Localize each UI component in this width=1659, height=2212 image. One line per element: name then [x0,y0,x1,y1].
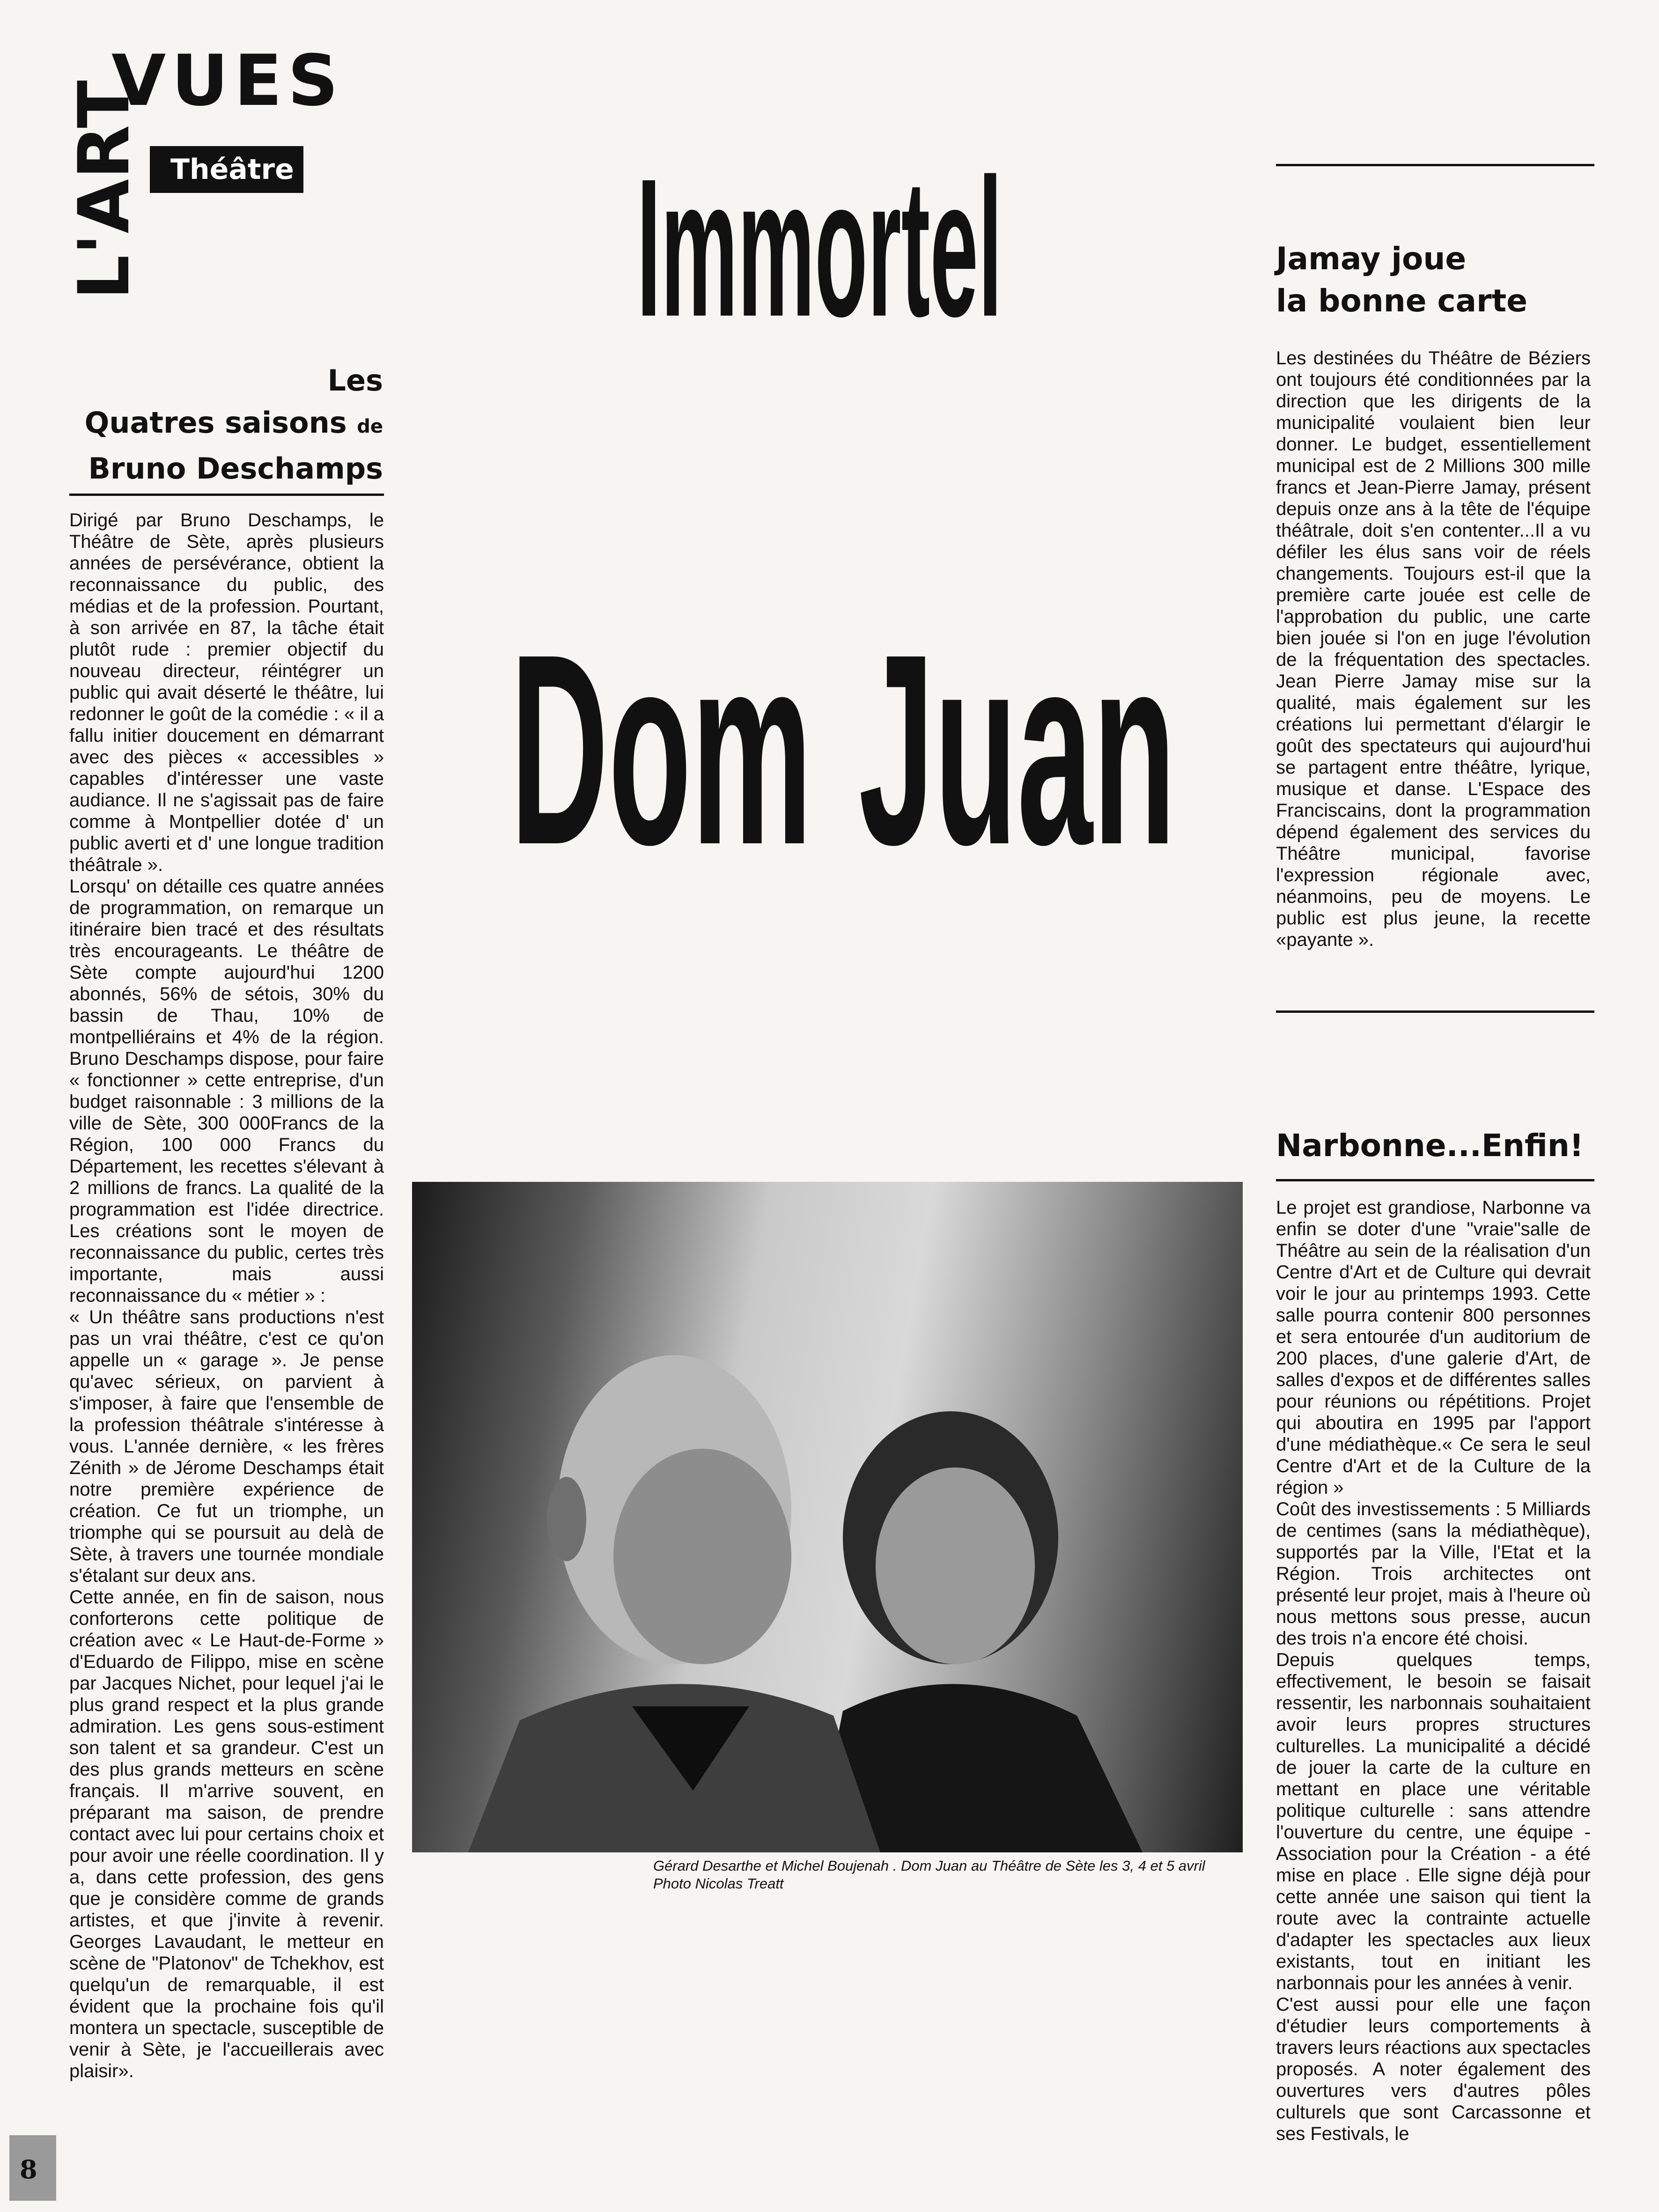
left-article-body: Dirigé par Bruno Deschamps, le Théâtre de Sète, après plusieurs années de persévérance, obtient la reconnaissance du public, des médias et de la profession. Pourtant, à son arrivée en 87, la tâche était plutôt rude : premier objectif du nouveau directeur, réintégrer un public qui avait déserté le théâtre, lui redonner le goût de la comédie : « il a fallu initier doucement en démarrant avec des pièces « accessibles » capables d'intéresser une vaste audiance. Il ne s'agissait pas de faire comme à Montpellier dotée d' un public averti et d' une longue tradition théâtrale ». Lorsqu' on détaille ces quatre années de programmation, on remarque un itinéraire bien tracé et des résultats très encourageants. Le théâtre de Sète compte aujourd'hui 1200 abonnés, 56% de sétois, 30% du bassin de Thau, 10% de montpelliérains et 4% de la région. Bruno Deschamps dispose, pour faire « fonctionner » cette entreprise, d'un budget raisonnable : 3 millions de la ville de Sète, 300 000Francs de la Région, 100 000 Francs du Département, les recettes s'élevant à 2 millions de francs. La qualité de la programmation est l'idée directrice. Les créations sont le moyen de reconnaissance du public, certes très importante, mais aussi reconnaissance du « métier » : « Un théâtre sans productions n'est pas un vrai théâtre, c'est ce qu'on appelle un « garage ». Je pense qu'avec sérieux, on parvient à s'imposer, à faire que l'ensemble de la profession théâtrale s'intéresse à vous. L'année dernière, « les frères Zénith » de Jérome Deschamps était notre première expérience de création. Ce fut un triomphe, un triomphe qui se poursuit au delà de Sète, à travers une tournée mondiale s'étalant sur deux ans. Cette année, en fin de saison, nous conforterons cette politique de création avec « Le Haut-de-Forme » d'Eduardo de Filippo, mise en scène par Jacques Nichet, pour lequel j'ai le plus grand respect et la plus grande admiration. Les gens sous-estiment son talent et sa grandeur. C'est un des plus grands metteurs en scène français. Il m'arrive souvent, en préparant ma saison, de prendre contact avec lui pour certains choix et pour avoir une réelle coordination. Il y a, dans cette profession, des gens que je considère comme de grands artistes, et que j'invite à revenir. Georges Lavaudant, le metteur en scène de "Platonov" de Tchekhov, est quelqu'un de remarquable, il est évident que la prochaine fois qu'il montera un spectacle, susceptible de venir à Sète, je l'accueillerais avec plaisir». [69,510,384,2081]
rubric-lart: L'ART [64,80,145,300]
right-top-title-line1: Jamay joue [1276,241,1467,277]
article-photo [412,1182,1243,1852]
photo-caption [653,1857,1243,1893]
right-bottom-body: Le projet est grandiose, Narbonne va enfin se doter d'une "vraie"salle de Théâtre au sein de la réalisation d'un Centre d'Art et de Culture qui devrait voir le jour au printemps 1993. Cette salle pourra contenir 800 personnes et sera entourée d'un auditorium de 200 places, d'une galerie d'Art, de salles d'expos et de différentes salles pour réunions ou répétitions. Projet qui aboutira en 1995 par l'apport d'une médiathèque.« Ce sera le seul Centre d'Art et de la Culture de la région » Coût des investissements : 5 Milliards de centimes (sans la médiathèque), supportés par la Ville, l'Etat et la Région. Trois architectes ont présenté leur projet, mais à l'heure où nous mettons sous presse, aucun des trois n'a encore été choisi. Depuis quelques temps, effectivement, le besoin se faisait ressentir, les narbonnais souhaitaient avoir leurs propres structures culturelles. La municipalité a décidé de jouer la carte de la culture en mettant en place une véritable politique culturelle : sans attendre l'ouverture du centre, une équipe - Association pour la Création - a été mise en place . Elle signe déjà pour cette année une saison qui tient la route avec la contrainte actuelle d'adapter les spectacles aux lieux existants, tout en initiant les narbonnais pour les années à venir. C'est aussi pour elle une façon d'étudier leurs comportements à travers leurs réactions aux spectacles proposés. A noter également des ouvertures vers d'autres pôles culturels que sont Carcassonne et ses Festivals, le [1276,1197,1591,2144]
left-title-line2-small: de [357,416,383,437]
left-article-title [69,360,383,490]
headline-dom: Dom [510,597,812,901]
headline-immortel: Immortel [637,138,1003,358]
left-title-line2 [69,402,383,448]
section-tag-label: Théâtre [170,153,294,186]
right-top-body: Les destinées du Théâtre de Béziers ont toujours été conditionnées par la direction que les dirigents de la municipalité voulaient bien leur donner. Le budget, essentiellement municipal est de 2 Millions 300 mille francs et Jean-Pierre Jamay, présent depuis onze ans à la tête de l'équipe théâtrale, doit s'en contenter...Il a vu défiler les élus sans voir de réels changements. Toujours est-il que la première carte jouée est celle de l'approbation du public, une carte bien jouée si l'on en juge l'évolution de la fréquentation des spectacles. Jean Pierre Jamay mise sur la qualité, mais également sur les créations lui permettant d'élargir le goût des spectateurs qui aujourd'hui se partagent entre théâtre, lyrique, musique et danse. L'Espace des Franciscains, dont la programmation dépend également des services du Théâtre municipal, favorise l'expression régionale avec, néanmoins, peu de moyens. Le public est plus jeune, la recette «payante ». [1276,348,1591,950]
section-tag [150,146,303,193]
left-title-line2-main: Quatres saisons [84,406,347,440]
left-title-line1: Les [327,363,383,398]
photo-left-ear [547,1477,586,1561]
photo-caption-line1: Gérard Desarthe et Michel Boujenah . Dom Juan au Théâtre de Sète les 3, 4 et 5 avril [653,1858,1205,1874]
headline [510,138,1176,946]
photo-left-face [613,1449,791,1664]
photo-caption-credit: Photo Nicolas Treatt [653,1875,784,1892]
right-bottom-title: Narbonne...Enfin! [1276,1128,1584,1164]
photo-figures [412,1182,1243,1852]
right-bottom-title-rule [1276,1179,1594,1181]
page-number-box [9,2135,56,2201]
page-number: 8 [20,2154,37,2184]
right-top-title-line2: la bonne carte [1276,283,1527,319]
right-mid-rule [1276,1010,1594,1013]
photo-right-face [876,1467,1035,1664]
rubric-vues: VUES [111,40,344,122]
right-top-rule [1276,164,1594,166]
left-title-rule [69,494,384,496]
right-top-title [1276,238,1594,322]
left-title-line3: Bruno Deschamps [88,451,383,486]
rubric-vertical-lart [64,80,145,300]
headline-juan: Juan [859,597,1176,901]
